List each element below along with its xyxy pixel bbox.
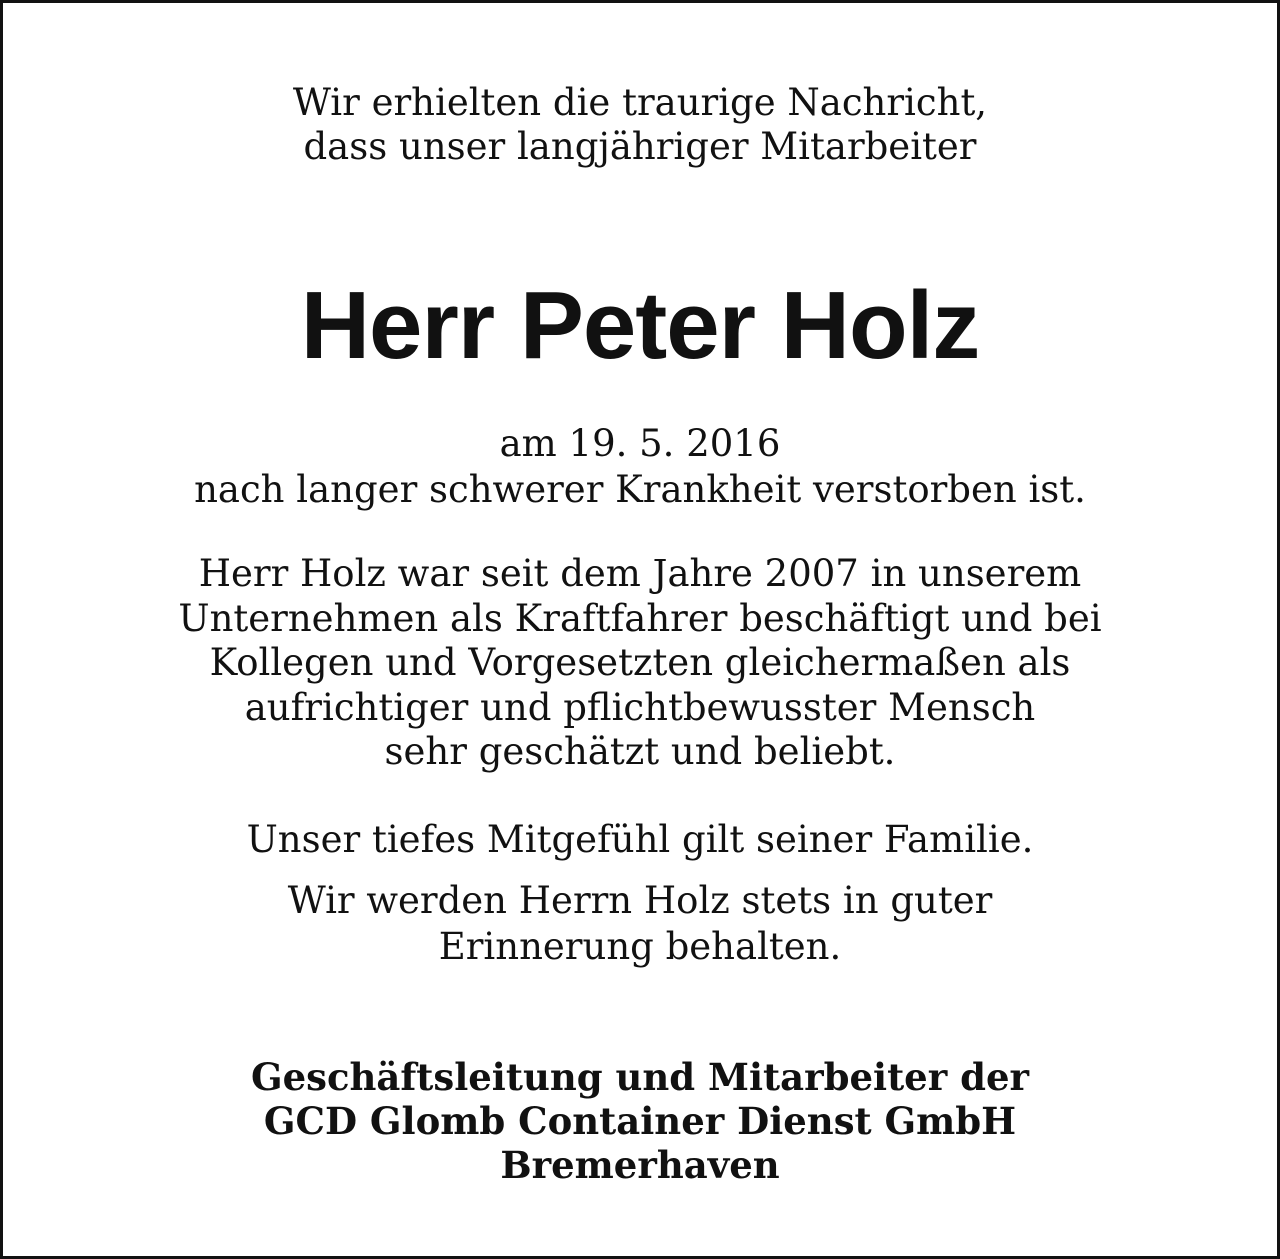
biography-line: Kollegen und Vorgesetzten gleichermaßen als — [209, 641, 1071, 684]
date-of-death-text — [3, 421, 1277, 513]
biography-text — [3, 552, 1277, 775]
death-cause-line: nach langer schwerer Krankheit verstorben ist. — [194, 468, 1086, 511]
death-date: am 19. 5. 2016 — [499, 422, 781, 465]
intro-line: Wir erhielten die traurige Nachricht, — [292, 81, 988, 124]
signature-line: Geschäftsleitung und Mitarbeiter der — [250, 1055, 1029, 1099]
deceased-name: Herr Peter Holz — [300, 272, 980, 379]
sympathy-line: Unser tiefes Mitgefühl gilt seiner Familie. — [246, 818, 1034, 861]
company-name: GCD Glomb Container Dienst GmbH — [263, 1099, 1017, 1143]
memory-line: Wir werden Herrn Holz stets in guter — [287, 879, 993, 922]
memory-text — [3, 878, 1277, 970]
signature-block — [3, 1055, 1277, 1187]
biography-line: sehr geschätzt und beliebt. — [384, 730, 896, 773]
biography-line: Herr Holz war seit dem Jahre 2007 in unserem — [198, 552, 1082, 595]
intro-line: dass unser langjähriger Mitarbeiter — [303, 125, 977, 168]
intro-text — [3, 81, 1277, 169]
company-city: Bremerhaven — [500, 1143, 780, 1187]
sympathy-text — [3, 817, 1277, 863]
biography-line: aufrichtiger und pflichtbewusster Mensch — [244, 685, 1036, 729]
biography-line: Unternehmen als Kraftfahrer beschäftigt und bei — [178, 596, 1102, 640]
memory-line: Erinnerung behalten. — [438, 925, 842, 968]
